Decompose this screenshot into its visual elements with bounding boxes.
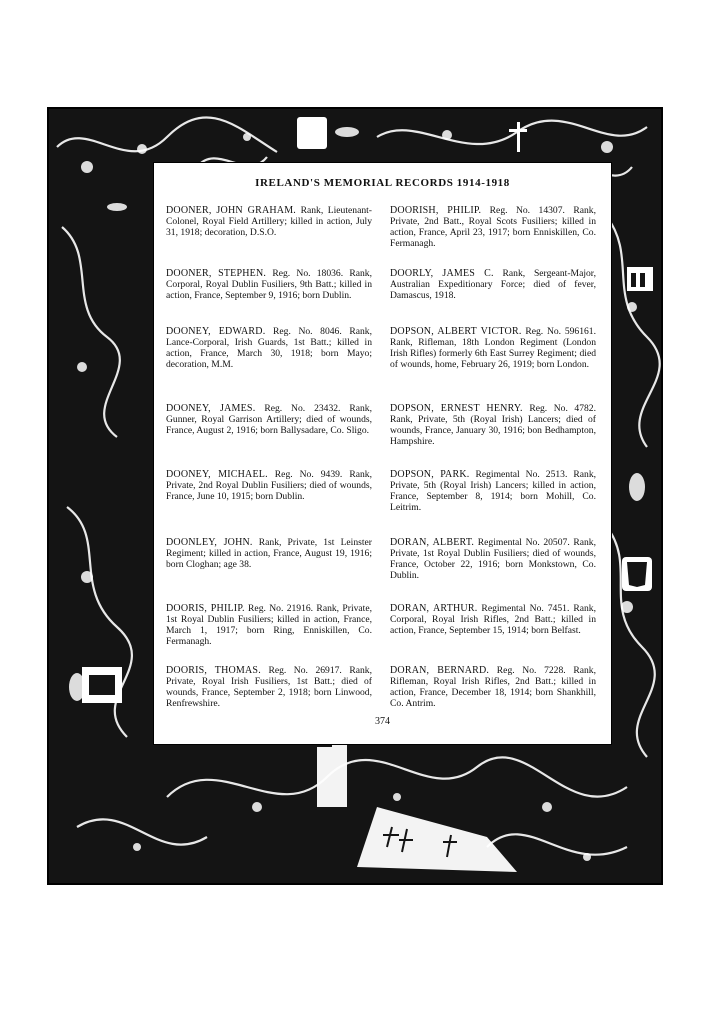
memorial-entry <box>166 665 372 709</box>
entry-name: DOONER, JOHN GRAHAM. <box>166 205 296 216</box>
entry-name: DORAN, ARTHUR. <box>390 603 478 614</box>
entry-details: Reg. No. 9439. Rank, Private, 2nd Royal Dublin Fusiliers; died of wounds, France, June 10, 1915; born Dublin. <box>166 469 372 502</box>
memorial-entry <box>166 403 372 436</box>
entry-name: DOONEY, MICHAEL. <box>166 469 268 480</box>
text-panel <box>153 162 612 745</box>
entry-details: Reg. No. 21916. Rank, Private, 1st Royal Dublin Fusiliers; killed in action, France, March 1, 1917; born Ring, Enniskillen, Co. Fermanagh. <box>166 603 372 647</box>
memorial-entry <box>390 205 596 249</box>
entry-name: DOONEY, EDWARD. <box>166 326 266 337</box>
page-title: IRELAND'S MEMORIAL RECORDS 1914-1918 <box>255 177 510 189</box>
memorial-entry <box>390 665 596 709</box>
entry-name: DOPSON, ERNEST HENRY. <box>390 403 523 414</box>
entry-details: Reg. No. 26917. Rank, Private, Royal Irish Fusiliers, 1st Batt.; died of wounds, France, September 2, 1918; born Linwood, Renfrewshire. <box>166 665 372 709</box>
entry-details: Rank, Lieutenant-Colonel, Royal Field Artillery; killed in action, July 31, 1918; decoration, D.S.O. <box>166 205 372 238</box>
memorial-entry <box>390 326 596 370</box>
entry-details: Regimental No. 2513. Rank, Private, 5th (Royal Irish) Lancers; killed in action, France, September 8, 1914; born Mohill, Co. Leitrim. <box>390 469 597 513</box>
memorial-entry <box>390 403 596 447</box>
entry-details: Regimental No. 7451. Rank, Corporal, Royal Irish Rifles, 2nd Batt.; killed in action, France, September 15, 1914; born Belfast. <box>390 603 596 636</box>
entry-row <box>164 403 604 465</box>
entry-details: Rank, Sergeant-Major, Australian Expeditionary Force; died of fever, Damascus, 1918. <box>390 268 597 301</box>
memorial-entry <box>166 603 372 647</box>
entry-details: Regimental No. 20507. Rank, Private, 1st Royal Dublin Fusiliers; died of wounds, France, October 22, 1916; born Monkstown, Co. Dublin. <box>390 537 597 581</box>
entry-row <box>164 469 604 531</box>
memorial-entry <box>166 469 372 502</box>
entry-details: Reg. No. 8046. Rank, Lance-Corporal, Irish Guards, 1st Batt.; killed in action, France, March 30, 1918; born Mayo; decoration, M.M. <box>166 326 372 370</box>
memorial-entry <box>166 205 372 238</box>
entry-name: DORAN, BERNARD. <box>390 665 490 676</box>
entry-name: DOORIS, THOMAS. <box>166 665 261 676</box>
memorial-entry <box>390 268 596 301</box>
memorial-entry <box>166 268 372 301</box>
memorial-entry <box>166 326 372 370</box>
entry-name: DOONLEY, JOHN. <box>166 537 253 548</box>
memorial-entry <box>390 469 596 513</box>
entry-details: Rank, Private, 1st Leinster Regiment; killed in action, France, August 19, 1916; born Cloghan; age 38. <box>166 537 372 570</box>
entry-row <box>164 603 604 665</box>
memorial-entry <box>390 603 596 636</box>
entry-name: DOONEY, JAMES. <box>166 403 256 414</box>
entry-details: Reg. No. 23432. Rank, Gunner, Royal Garrison Artillery; died of wounds, France, August 2, 1916; born Ballysadare, Co. Sligo. <box>166 403 372 436</box>
entry-details: Reg. No. 4782. Rank, Private, 5th (Royal Irish) Lancers; died of wounds, France, January 30, 1916; bon Bedhampton, Hampshire. <box>390 403 596 447</box>
entry-row <box>164 205 604 267</box>
entry-details: Reg. No. 596161. Rank, Rifleman, 18th London Regiment (London Irish Rifles) formerly 6th East Surrey Regiment; died of wounds, home, February 26, 1919; born London. <box>390 326 597 370</box>
entry-name: DOORLY, JAMES C. <box>390 268 494 279</box>
memorial-entry <box>390 537 596 581</box>
entry-name: DOPSON, ALBERT VICTOR. <box>390 326 522 337</box>
entry-name: DORAN, ALBERT. <box>390 537 475 548</box>
entry-name: DOONER, STEPHEN. <box>166 268 267 279</box>
entry-row <box>164 537 604 599</box>
memorial-entry <box>166 537 372 570</box>
entry-name: DOPSON, PARK. <box>390 469 470 480</box>
page-number: 374 <box>375 716 390 727</box>
entry-details: Reg. No. 18036. Rank, Corporal, Royal Dublin Fusiliers, 9th Batt.; killed in action, France, September 9, 1916; born Dublin. <box>166 268 372 301</box>
entry-row <box>164 326 604 388</box>
entry-details: Reg. No. 14307. Rank, Private, 2nd Batt., Royal Scots Fusiliers; killed in action, France, April 23, 1917; born Enniskillen, Co. Fermanagh. <box>390 205 596 249</box>
entry-name: DOORISH, PHILIP. <box>390 205 482 216</box>
entry-row <box>164 268 604 330</box>
entry-name: DOORIS, PHILIP. <box>166 603 245 614</box>
entry-details: Reg. No. 7228. Rank, Rifleman, Royal Irish Rifles, 2nd Batt.; killed in action, France, December 18, 1914; born Shankhill, Co. Antrim. <box>390 665 596 709</box>
